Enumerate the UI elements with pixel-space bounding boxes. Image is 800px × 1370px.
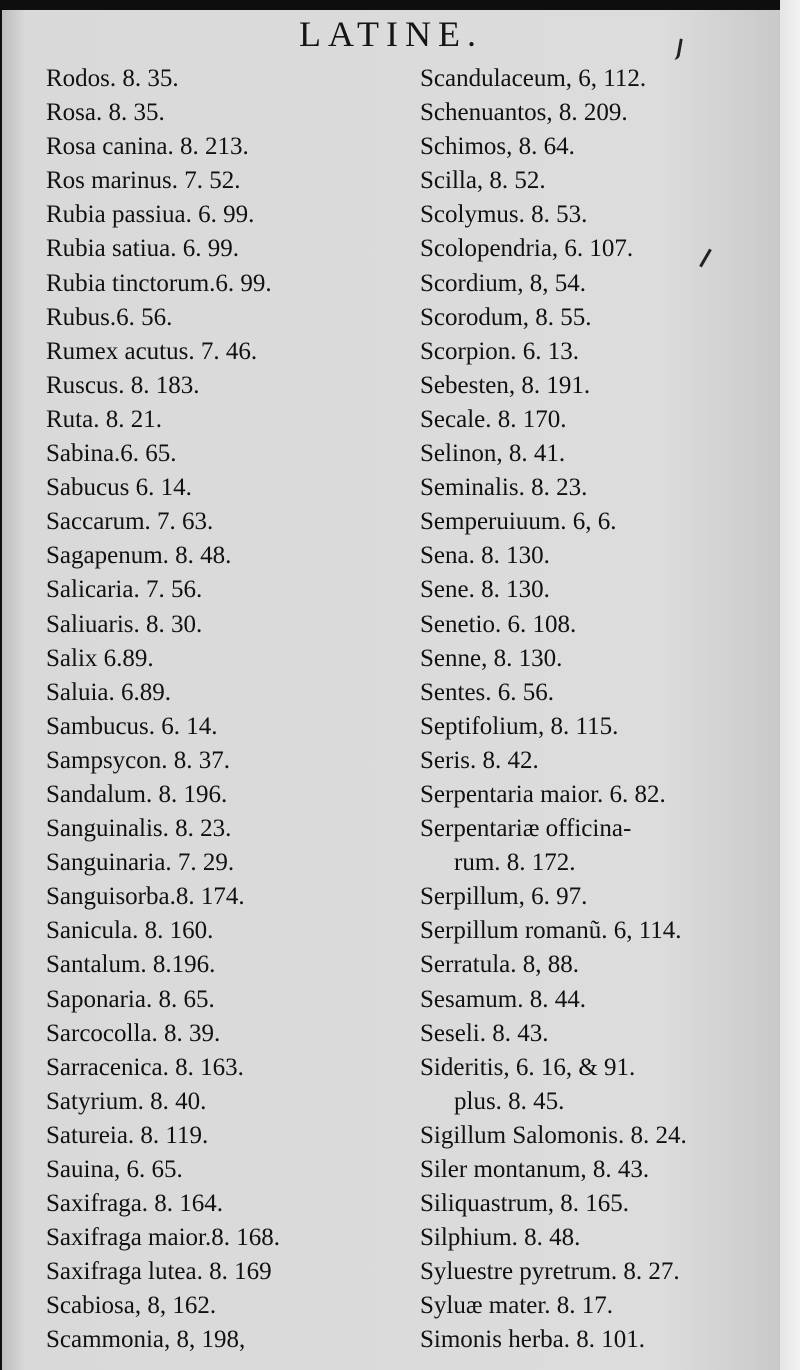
index-entry: Scolymus. 8. 53. bbox=[420, 201, 588, 229]
index-entry: Saxifraga. 8. 164. bbox=[46, 1190, 224, 1218]
index-entry: Sanguisorba.8. 174. bbox=[46, 883, 245, 911]
index-entry: Sampsycon. 8. 37. bbox=[46, 746, 231, 774]
index-entry: Salicaria. 7. 56. bbox=[46, 576, 203, 604]
index-entry: Saxifraga lutea. 8. 169 bbox=[46, 1258, 272, 1286]
index-entry: Sideritis, 6. 16, & 91. bbox=[420, 1053, 636, 1081]
index-column-right bbox=[420, 62, 775, 1358]
index-entry: Seminalis. 8. 23. bbox=[420, 474, 588, 502]
index-entry: Sanguinalis. 8. 23. bbox=[46, 815, 232, 843]
index-entry: Serpentariæ officina- bbox=[420, 815, 632, 843]
index-entry: Sena. 8. 130. bbox=[420, 542, 550, 570]
index-entry-continuation: rum. 8. 172. bbox=[454, 849, 576, 877]
index-entry: Rosa. 8. 35. bbox=[46, 99, 165, 127]
index-entry: Sentes. 6. 56. bbox=[420, 678, 555, 706]
index-entry: Scordium, 8, 54. bbox=[420, 269, 586, 297]
index-entry: Schimos, 8. 64. bbox=[420, 133, 575, 161]
index-entry: Schenuantos, 8. 209. bbox=[420, 99, 628, 127]
index-entry: Satureia. 8. 119. bbox=[46, 1121, 209, 1149]
index-entry: Sabucus 6. 14. bbox=[46, 474, 192, 502]
index-entry: Syluæ mater. 8. 17. bbox=[420, 1292, 614, 1320]
index-entry-continuation: plus. 8. 45. bbox=[454, 1087, 565, 1115]
index-entry: Selinon, 8. 41. bbox=[420, 440, 566, 468]
index-entry: Scammonia, 8, 198, bbox=[46, 1326, 246, 1354]
index-entry: Rodos. 8. 35. bbox=[46, 65, 179, 92]
index-entry: Scorpion. 6. 13. bbox=[420, 337, 580, 365]
index-entry: Septifolium, 8. 115. bbox=[420, 712, 619, 740]
index-entry: Sarcocolla. 8. 39. bbox=[46, 1019, 221, 1047]
index-entry: Seris. 8. 42. bbox=[420, 746, 539, 774]
index-entry: Satyrium. 8. 40. bbox=[46, 1087, 207, 1115]
index-entry: Scorodum, 8. 55. bbox=[420, 303, 592, 331]
index-entry: Rubia tinctorum.6. 99. bbox=[46, 269, 272, 297]
index-column-left bbox=[46, 62, 396, 1358]
index-entry: Ruta. 8. 21. bbox=[46, 405, 162, 433]
index-entry: Scandulaceum, 6, 112. bbox=[420, 65, 647, 92]
index-entry: Scabiosa, 8, 162. bbox=[46, 1292, 217, 1320]
index-entry: Siler montanum, 8. 43. bbox=[420, 1156, 650, 1183]
index-entry: Serpillum, 6. 97. bbox=[420, 883, 588, 911]
index-entry: Sambucus. 6. 14. bbox=[46, 712, 218, 740]
index-entry: Serpentaria maior. 6. 82. bbox=[420, 780, 666, 808]
index-entry: Rubia passiua. 6. 99. bbox=[46, 201, 255, 229]
page-header: LATINE. bbox=[299, 14, 483, 54]
index-entry: Sebesten, 8. 191. bbox=[420, 371, 591, 399]
index-entry: Sanicula. 8. 160. bbox=[46, 917, 214, 945]
index-entry: Sauina, 6. 65. bbox=[46, 1156, 183, 1183]
index-entry: Sagapenum. 8. 48. bbox=[46, 542, 232, 570]
index-entry: Siliquastrum, 8. 165. bbox=[420, 1190, 630, 1218]
book-page bbox=[2, 10, 780, 1370]
index-entry: Sigillum Salomonis. 8. 24. bbox=[420, 1121, 687, 1149]
index-entry: Senne, 8. 130. bbox=[420, 644, 563, 672]
index-entry: Sandalum. 8. 196. bbox=[46, 780, 228, 808]
index-entry: Sanguinaria. 7. 29. bbox=[46, 849, 235, 877]
index-entry: Sarracenica. 8. 163. bbox=[46, 1053, 244, 1081]
index-entry: Saxifraga maior.8. 168. bbox=[46, 1224, 280, 1252]
index-entry: Seseli. 8. 43. bbox=[420, 1019, 549, 1047]
index-entry: Saliuaris. 8. 30. bbox=[46, 610, 203, 638]
index-entry: Rubia satiua. 6. 99. bbox=[46, 235, 240, 263]
index-entry: Simonis herba. 8. 101. bbox=[420, 1326, 645, 1354]
index-entry: Ruscus. 8. 183. bbox=[46, 371, 200, 399]
index-entry: Silphium. 8. 48. bbox=[420, 1224, 581, 1252]
index-entry: Secale. 8. 170. bbox=[420, 405, 567, 433]
index-entry: Scilla, 8. 52. bbox=[420, 167, 546, 195]
index-entry: Serpillum romanũ. 6, 114. bbox=[420, 917, 682, 945]
index-entry: Semperuiuum. 6, 6. bbox=[420, 508, 617, 536]
index-entry: Santalum. 8.196. bbox=[46, 951, 216, 979]
index-entry: Rubus.6. 56. bbox=[46, 303, 173, 331]
page-edge bbox=[780, 0, 800, 1370]
index-entry: Saccarum. 7. 63. bbox=[46, 508, 214, 536]
index-entry: Senetio. 6. 108. bbox=[420, 610, 577, 638]
index-entry: Sabina.6. 65. bbox=[46, 440, 177, 468]
index-entry: Sesamum. 8. 44. bbox=[420, 985, 586, 1013]
index-entry: Rosa canina. 8. 213. bbox=[46, 133, 249, 161]
index-entry: Sene. 8. 130. bbox=[420, 576, 550, 604]
index-entry: Rumex acutus. 7. 46. bbox=[46, 337, 258, 365]
index-entry: Ros marinus. 7. 52. bbox=[46, 167, 241, 195]
index-entry: Saluia. 6.89. bbox=[46, 678, 171, 706]
index-entry: Syluestre pyretrum. 8. 27. bbox=[420, 1258, 680, 1286]
index-entry: Saponaria. 8. 65. bbox=[46, 985, 215, 1013]
index-entry: Scolopendria, 6. 107. bbox=[420, 235, 634, 263]
index-entry: Serratula. 8, 88. bbox=[420, 951, 579, 979]
index-entry: Salix 6.89. bbox=[46, 644, 154, 672]
